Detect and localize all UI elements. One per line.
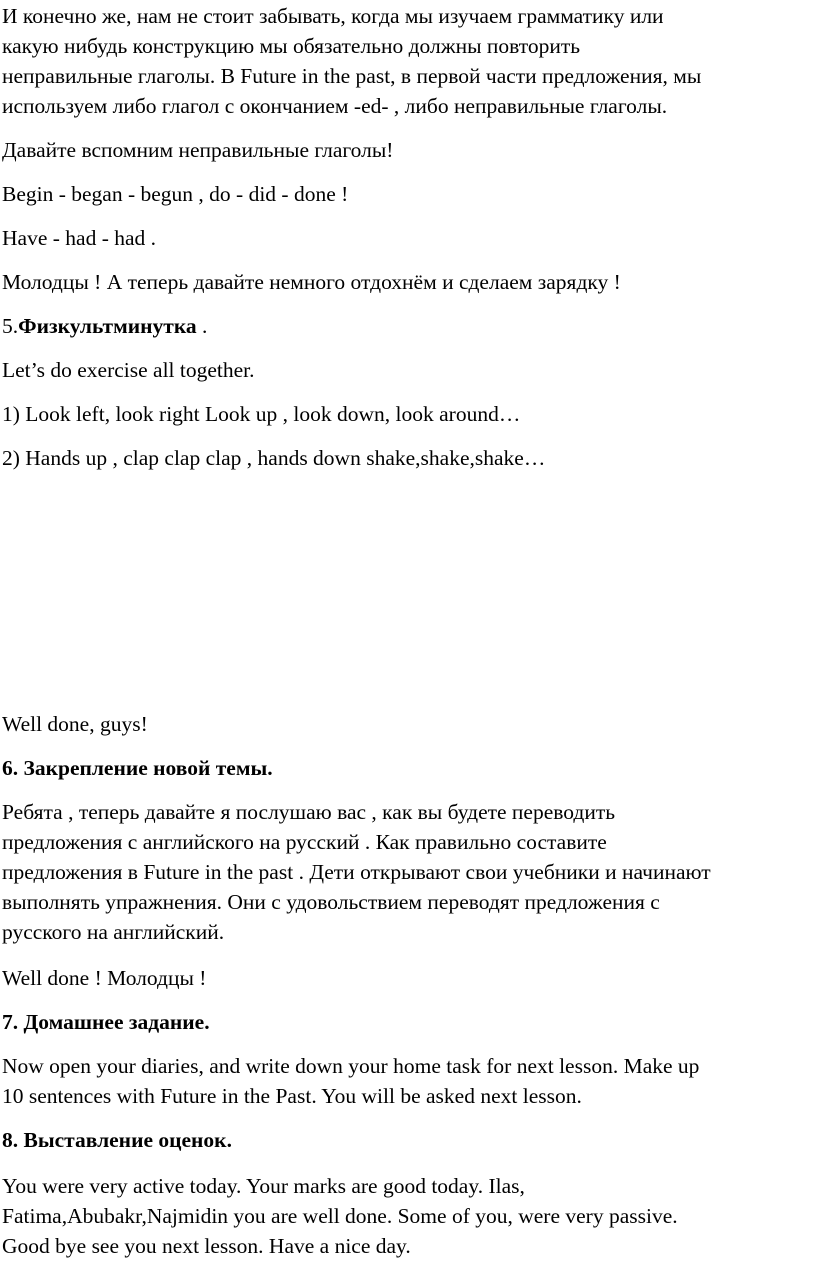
section-6-line-1: Ребята , теперь давайте я послушаю вас , как вы будете переводить <box>2 800 616 824</box>
exercise-line-2: 2) Hands up , clap clap clap , hands down shake,shake,shake… <box>2 446 546 470</box>
section-5-title: Физкультминутка <box>18 314 197 338</box>
section-7-line-2: 10 sentences with Future in the Past. You will be asked next lesson. <box>2 1084 582 1108</box>
section-6-line-2: предложения с английского на русский . Как правильно составите <box>2 830 607 854</box>
verbs-line-1: Begin - began - begun , do - did - done ! <box>2 182 349 206</box>
verbs-line-2: Have - had - had . <box>2 226 157 250</box>
intro-line-4: используем либо глагол с окончанием -ed- , либо неправильные глаголы. <box>2 94 668 118</box>
intro-line-1: И конечно же, нам не стоит забывать, когда мы изучаем грамматику или <box>2 4 664 28</box>
well-done-line: Well done ! Молодцы ! <box>2 966 207 990</box>
section-8-line-3: Good bye see you next lesson. Have a nice day. <box>2 1234 411 1258</box>
section-8-line-1: You were very active today. Your marks are good today. Ilas, <box>2 1174 525 1198</box>
section-6-line-4: выполнять упражнения. Они с удовольствием переводят предложения с <box>2 890 660 914</box>
section-7-line-1: Now open your diaries, and write down your home task for next lesson. Make up <box>2 1054 700 1078</box>
intro-line-3: неправильные глаголы. В Future in the past, в первой части предложения, мы <box>2 64 702 88</box>
section-5-suffix: . <box>196 314 208 338</box>
section-5-heading <box>2 312 207 341</box>
section-6-line-5: русского на английский. <box>2 920 225 944</box>
well-done-guys-line: Well done, guys! <box>2 712 148 736</box>
praise-line: Молодцы ! А теперь давайте немного отдохнём и сделаем зарядку ! <box>2 270 621 294</box>
exercise-intro-line: Let’s do exercise all together. <box>2 358 255 382</box>
section-8-heading: 8. Выставление оценок. <box>2 1128 232 1152</box>
intro-line-2: какую нибудь конструкцию мы обязательно должны повторить <box>2 34 581 58</box>
section-7-heading: 7. Домашнее задание. <box>2 1010 210 1034</box>
section-6-heading: 6. Закрепление новой темы. <box>2 756 273 780</box>
section-5-number: 5. <box>2 314 19 338</box>
section-8-line-2: Fatima,Abubakr,Najmidin you are well done. Some of you, were very passive. <box>2 1204 678 1228</box>
lets-remember-line: Давайте вспомним неправильные глаголы! <box>2 138 394 162</box>
section-6-line-3: предложения в Future in the past . Дети открывают свои учебники и начинают <box>2 860 711 884</box>
exercise-line-1: 1) Look left, look right Look up , look down, look around… <box>2 402 521 426</box>
